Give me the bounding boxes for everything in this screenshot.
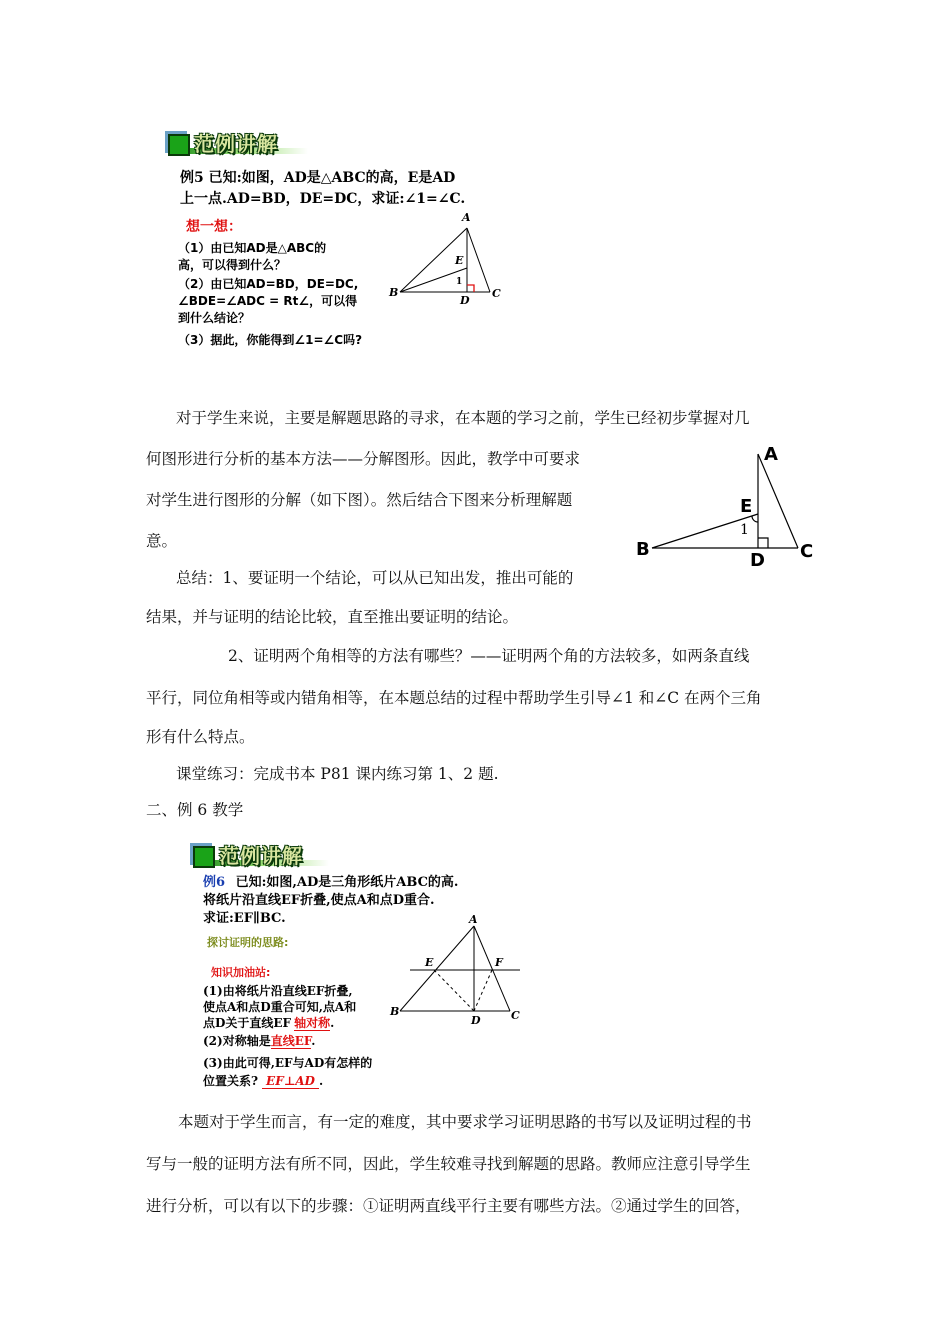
banner-title: 范例讲解 <box>194 132 278 156</box>
summary-line-3: 2、证明两个角相等的方法有哪些？——证明两个角的方法较多，如两条直线 <box>228 647 750 665</box>
summary-line-5: 形有什么特点。 <box>146 728 255 746</box>
banner-title: 范例讲解 <box>219 844 303 868</box>
label-D: D <box>460 294 470 306</box>
example6-label: 例6 <box>203 875 226 890</box>
knowledge-title: 知识加油站: <box>211 966 271 979</box>
knowledge-line-4 <box>203 1034 315 1049</box>
question-3: （3）据此，你能得到∠1=∠C吗? <box>178 333 363 347</box>
answer-axis-symmetry: 轴对称 <box>294 1016 331 1030</box>
knowledge-line-2: 使点A和点D重合可知,点A和 <box>203 1000 357 1014</box>
knowledge-line-3c: . <box>330 1016 335 1030</box>
question-2a: （2）由已知AD=BD，DE=DC, <box>178 277 359 291</box>
ex6-paragraph-line-1: 本题对于学生而言，有一定的难度，其中要求学习证明思路的书写以及证明过程的书 <box>178 1113 752 1131</box>
right-angle-mark <box>467 285 474 292</box>
label-E: E <box>425 956 434 969</box>
ex6-paragraph-line-2: 写与一般的证明方法有所不同，因此，学生较难寻找到解题的思路。教师应注意引导学生 <box>146 1155 751 1173</box>
banner-square-icon <box>193 846 215 868</box>
label-A: A <box>469 913 478 926</box>
section-heading-ex6: 二、例 6 教学 <box>146 801 244 819</box>
example5-line1: 例5 已知:如图，AD是△ABC的高，E是AD <box>180 170 456 186</box>
label-C: C <box>492 287 501 300</box>
example5-banner <box>168 128 308 158</box>
knowledge-line-6a: 位置关系? <box>203 1074 259 1088</box>
paragraph-line-1: 对于学生来说，主要是解题思路的寻求，在本题的学习之前，学生已经初步掌握对几 <box>176 409 750 427</box>
knowledge-line-1: (1)由将纸片沿直线EF折叠, <box>203 984 353 998</box>
label-A: A <box>462 211 471 224</box>
paragraph-line-4: 意。 <box>146 532 178 550</box>
paragraph-line-3: 对学生进行图形的分解（如下图）。然后结合下图来分析理解题 <box>146 491 573 509</box>
label-1: 1 <box>456 277 463 287</box>
answer-ef-perp-ad: EF⊥AD <box>262 1074 319 1089</box>
label-B: B <box>636 539 650 560</box>
explore-title: 探讨证明的思路: <box>207 936 289 949</box>
answer-line-ef: 直线EF <box>270 1034 312 1048</box>
banner-square-icon <box>168 134 190 156</box>
example6-line2: 将纸片沿直线EF折叠,使点A和点D重合. <box>203 893 435 908</box>
right-angle-mark <box>758 538 768 548</box>
question-1a: （1）由已知AD是△ABC的 <box>178 241 327 255</box>
triangle-figure-large <box>632 440 822 570</box>
label-D: D <box>471 1014 481 1027</box>
summary-line-4: 平行，同位角相等或内错角相等，在本题总结的过程中帮助学生引导∠1 和∠C 在两个三角 <box>146 689 762 707</box>
label-E: E <box>455 254 464 267</box>
example6-line1-text: 已知:如图,AD是三角形纸片ABC的高. <box>235 875 459 890</box>
example6-banner <box>193 840 333 870</box>
dashed-ED <box>434 970 474 1011</box>
angle-1-arc <box>752 516 758 522</box>
label-D: D <box>750 550 765 570</box>
question-2b: ∠BDE=∠ADC = Rt∠，可以得 <box>178 294 358 308</box>
segment-AC <box>467 228 490 292</box>
knowledge-line-4c: . <box>311 1034 316 1048</box>
label-C: C <box>800 541 814 562</box>
segment-AC <box>758 454 798 548</box>
knowledge-line-6c: . <box>318 1074 324 1088</box>
label-B: B <box>389 286 399 299</box>
label-A: A <box>764 444 778 465</box>
label-1: 1 <box>740 522 749 538</box>
question-1b: 高，可以得到什么？ <box>178 258 287 272</box>
knowledge-line-4a: (2)对称轴是 <box>203 1034 271 1048</box>
label-E: E <box>740 496 753 517</box>
label-B: B <box>390 1005 400 1018</box>
triangle-figure-ex5 <box>385 206 510 306</box>
paragraph-line-2: 何图形进行分析的基本方法——分解图形。因此，教学中可要求 <box>146 450 581 468</box>
example6-line1 <box>203 874 458 891</box>
label-C: C <box>511 1009 520 1022</box>
exercise-line: 课堂练习：完成书本 P81 课内练习第 1、2 题. <box>176 765 499 783</box>
fold-figure-ex6 <box>388 912 528 1032</box>
knowledge-line-3a: 点D关于直线EF <box>203 1016 292 1030</box>
knowledge-line-6 <box>203 1074 323 1089</box>
question-2c: 到什么结论？ <box>178 311 251 325</box>
segment-AB <box>400 926 474 1011</box>
think-title: 想一想： <box>186 219 242 235</box>
summary-line-1: 总结：1、要证明一个结论，可以从已知出发，推出可能的 <box>176 569 574 587</box>
example6-line3: 求证:EF∥BC. <box>203 911 286 926</box>
ex6-paragraph-line-3: 进行分析，可以有以下的步骤：①证明两直线平行主要有哪些方法。②通过学生的回答， <box>146 1197 751 1215</box>
dashed-FD <box>474 970 492 1011</box>
summary-line-2: 结果，并与证明的结论比较，直至推出要证明的结论。 <box>146 608 519 626</box>
label-F: F <box>495 956 503 969</box>
example5-line2: 上一点.AD=BD，DE=DC，求证:∠1=∠C. <box>180 191 466 207</box>
knowledge-line-5: (3)由此可得,EF与AD有怎样的 <box>203 1056 373 1070</box>
knowledge-line-3 <box>203 1016 334 1031</box>
